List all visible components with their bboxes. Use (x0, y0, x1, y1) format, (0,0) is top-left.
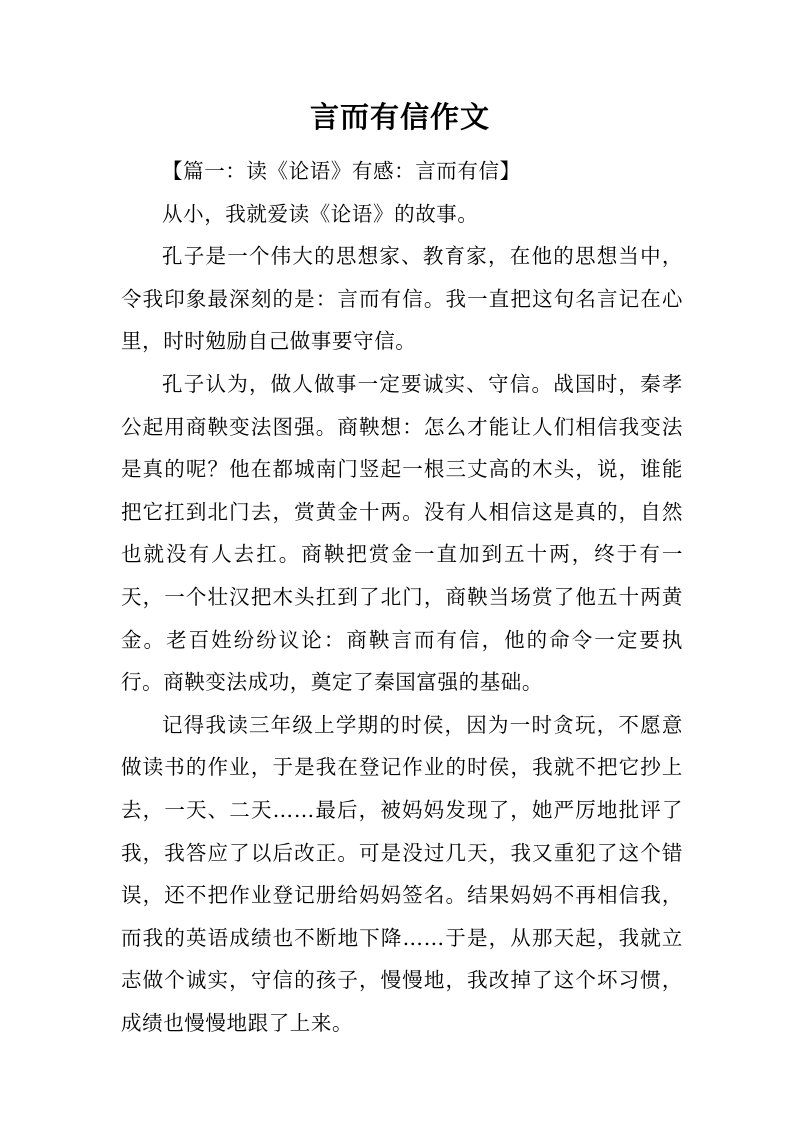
document-body (121, 150, 683, 1044)
section-heading: 【篇一：读《论语》有感：言而有信】 (162, 159, 521, 183)
paragraph-confucius: 孔子是一个伟大的思想家、教育家，在他的思想当中，令我印象最深刻的是：言而有信。我一直把这句名言记在心里，时时勉励自己做事要守信。 (121, 244, 683, 354)
paragraph-personal-experience: 记得我读三年级上学期的时侯，因为一时贪玩，不愿意做读书的作业，于是我在登记作业的时侯，我就不把它抄上去，一天、二天……最后，被妈妈发现了，她严厉地批评了我，我答应了以后改正。可是没过几天，我又重犯了这个错误，还不把作业登记册给妈妈签名。结果妈妈不再相信我，而我的英语成绩也不断地下降……于是，从那天起，我就立志做个诚实，守信的孩子，慢慢地，我改掉了这个坏习惯，成绩也慢慢地跟了上来。 (121, 712, 683, 1035)
paragraph-intro: 从小，我就爱读《论语》的故事。 (162, 201, 479, 226)
paragraph-shang-yang-story: 孔子认为，做人做事一定要诚实、守信。战国时，秦孝公起用商鞅变法图强。商鞅想：怎么才能让人们相信我变法是真的呢？他在都城南门竖起一根三丈高的木头，说，谁能把它扛到北门去，赏黄金十两。没有人相信这是真的，自然也就没有人去扛。商鞅把赏金一直加到五十两，终于有一天，一个壮汉把木头扛到了北门，商鞅当场赏了他五十两黄金。老百姓纷纷议论：商鞅言而有信，他的命令一定要执行。商鞅变法成功，奠定了秦国富强的基础。 (121, 371, 683, 695)
document-title: 言而有信作文 (309, 100, 490, 134)
